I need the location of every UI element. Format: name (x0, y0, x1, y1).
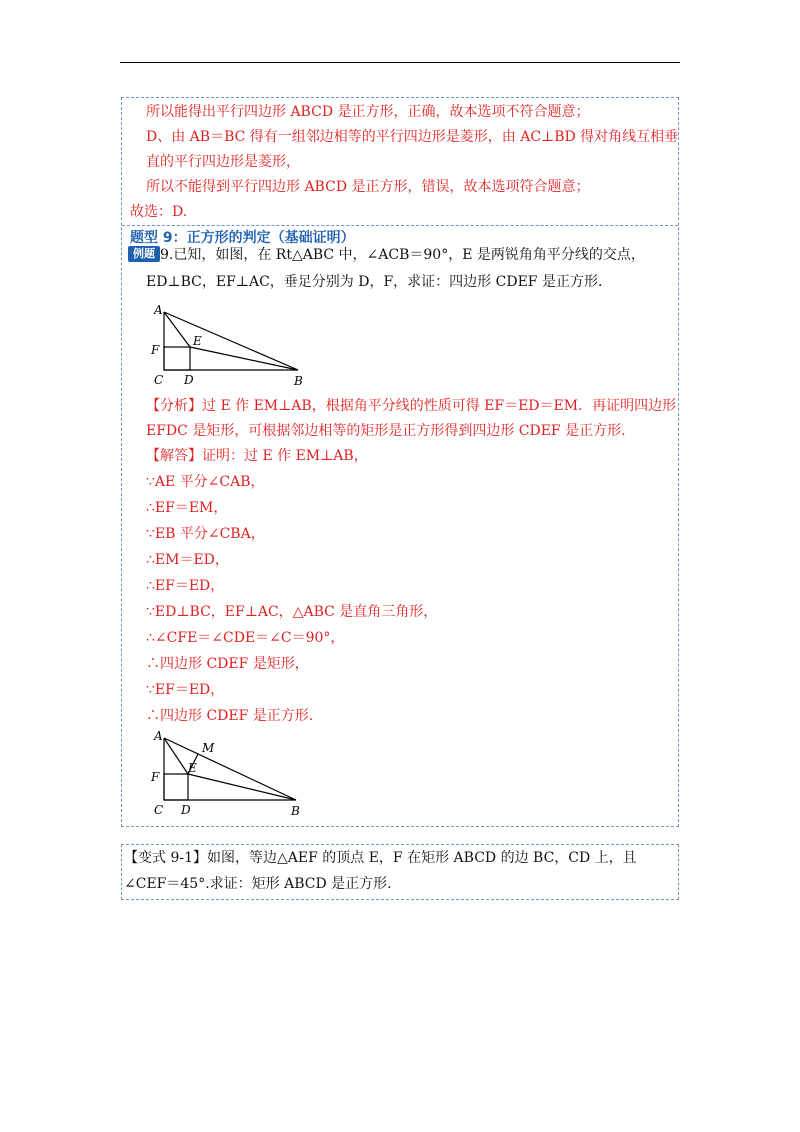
analysis-line-1: 【分析】过 E 作 EM⊥AB，根据角平分线的性质可得 EF＝ED＝EM．再证明四边形 (146, 398, 677, 414)
section-heading: 题型 9：正方形的判定（基础证明） (130, 230, 355, 246)
variant-line-1: 【变式 9-1】如图，等边△AEF 的顶点 E，F 在矩形 ABCD 的边 BC，CD 上，且 (124, 850, 637, 866)
fig1-label-c: C (154, 373, 164, 387)
proof-step: ∴四边形 CDEF 是正方形. (146, 708, 314, 724)
fig2-label-f: F (151, 770, 160, 784)
prev-solution-line-1: 所以能得出平行四边形 ABCD 是正方形，正确，故本选项不符合题意； (146, 104, 590, 120)
proof-step: ∴EF＝EM， (146, 500, 228, 516)
problem-line-1: 9.已知，如图，在 Rt△ABC 中，∠ACB＝90°，E 是两锐角角平分线的交点， (160, 247, 645, 263)
section-divider (122, 225, 678, 226)
fig1-label-e: E (193, 334, 202, 348)
proof-step: ∴∠CFE＝∠CDE＝∠C＝90°， (146, 630, 345, 646)
prev-solution-line-4: 所以不能得到平行四边形 ABCD 是正方形，错误，故本选项符合题意； (146, 179, 590, 195)
fig2-label-a: A (154, 729, 163, 743)
proof-step: ∵ED⊥BC，EF⊥AC，△ABC 是直角三角形， (146, 604, 438, 620)
proof-step: ∴EM＝ED， (146, 552, 229, 568)
proof-step: ∵EF＝ED， (146, 682, 225, 698)
fig2-label-b: B (291, 804, 300, 818)
problem-line-2: ED⊥BC，EF⊥AC，垂足分别为 D，F，求证：四边形 CDEF 是正方形. (146, 274, 603, 290)
fig2-label-e: E (188, 761, 197, 775)
fig1-label-a: A (154, 304, 163, 317)
variant-line-2: ∠CEF＝45°.求证：矩形 ABCD 是正方形. (124, 876, 392, 892)
figure-triangle-2 (148, 728, 338, 818)
fig1-label-d: D (184, 373, 194, 387)
prev-solution-answer: 故选：D. (130, 204, 188, 220)
proof-step: ∵EB 平分∠CBA， (146, 526, 265, 542)
example-box (121, 97, 679, 827)
fig1-label-f: F (151, 343, 160, 357)
fig2-label-d: D (181, 803, 191, 817)
figure-triangle-1 (148, 304, 338, 389)
proof-step: ∵AE 平分∠CAB， (146, 474, 265, 490)
prev-solution-line-2: D、由 AB＝BC 得有一组邻边相等的平行四边形是菱形，由 AC⊥BD 得对角线互相垂 (146, 129, 679, 145)
variant-box (121, 844, 679, 900)
proof-step: ∴EF＝ED， (146, 578, 225, 594)
proof-step: ∴四边形 CDEF 是矩形， (146, 656, 309, 672)
example-badge: 例题 (128, 246, 160, 262)
proof-step: 【解答】证明：过 E 作 EM⊥AB， (146, 448, 368, 464)
fig1-label-b: B (294, 374, 303, 388)
fig2-label-m: M (202, 741, 215, 755)
fig2-label-c: C (154, 803, 164, 817)
analysis-line-2: EFDC 是矩形，可根据邻边相等的矩形是正方形得到四边形 CDEF 是正方形. (146, 423, 626, 439)
prev-solution-line-3: 直的平行四边形是菱形， (146, 154, 300, 170)
header-rule (120, 62, 680, 63)
